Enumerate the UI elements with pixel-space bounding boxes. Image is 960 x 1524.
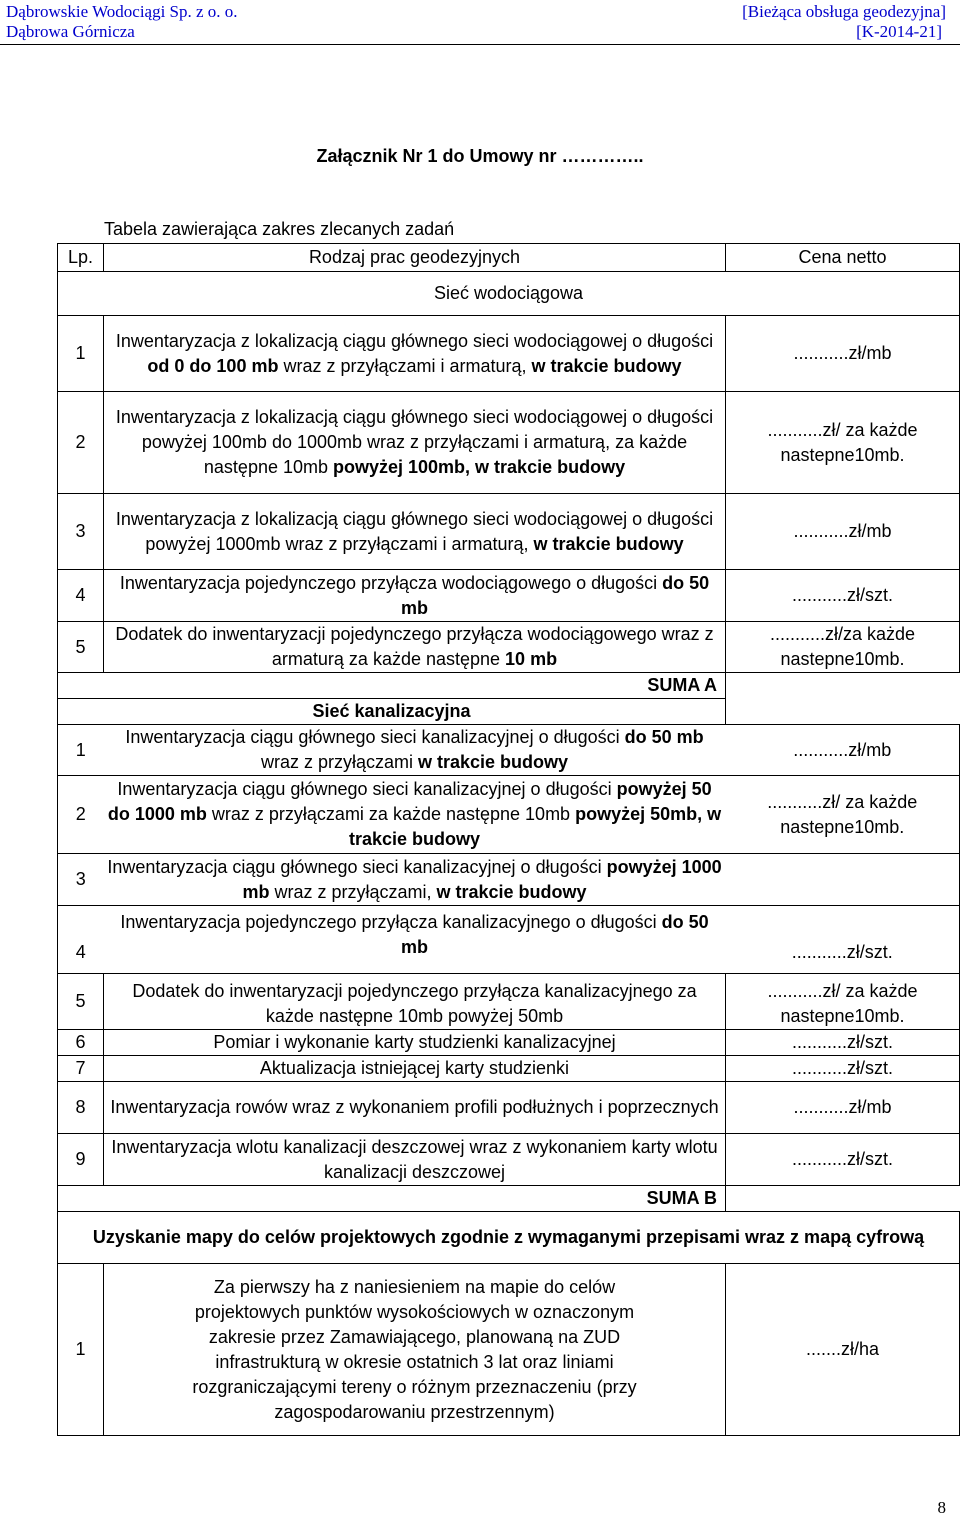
row-price: ...........zł/szt. — [726, 906, 960, 974]
price-line: ...........zł/ za każde — [767, 791, 918, 812]
row-lp: 6 — [58, 1030, 104, 1056]
table-row — [58, 1030, 960, 1056]
desc-text: Inwentaryzacja pojedynczego przyłącza kanalizacyjnego o długości — [120, 912, 662, 932]
row-lp: 8 — [58, 1082, 104, 1134]
desc-bold: powyżej 100mb, w trakcie budowy — [333, 457, 626, 477]
row-lp: 5 — [58, 974, 104, 1030]
sum-row — [58, 673, 960, 699]
row-desc — [104, 725, 726, 776]
section-row — [58, 699, 960, 725]
page-number: 8 — [937, 1498, 946, 1517]
price-line: nastepne10mb. — [780, 444, 905, 465]
section-c-title: Uzyskanie mapy do celów projektowych zgodnie z wymaganymi przepisami wraz z mapą cyfrową — [58, 1212, 960, 1264]
row-price: ...........zł/szt. — [726, 1134, 960, 1186]
price-line: nastepne10mb. — [780, 816, 905, 837]
table-row — [58, 776, 960, 854]
row-desc — [104, 570, 726, 622]
row-desc: Dodatek do inwentaryzacji pojedynczego przyłącza kanalizacyjnego za każde następne 10mb powyżej 50mb — [104, 974, 726, 1030]
section-row — [58, 1212, 960, 1264]
desc-bold: do 50 mb — [401, 572, 710, 618]
section-a-title: Sieć wodociągowa — [58, 272, 960, 316]
col-price-header: Cena netto — [726, 244, 960, 272]
row-price: ...........zł/mb — [726, 725, 960, 776]
table-row — [58, 854, 960, 906]
row-lp: 3 — [58, 494, 104, 570]
row-price: .......zł/ha — [726, 1264, 960, 1436]
empty-cell — [726, 699, 960, 725]
desc-bold: powyżej 50 do 1000 mb — [107, 779, 712, 824]
table-row — [58, 392, 960, 494]
table-row — [58, 570, 960, 622]
company-city: Dąbrowa Górnicza — [6, 22, 135, 41]
row-desc — [104, 776, 726, 854]
row-desc — [104, 494, 726, 570]
desc-bold: 10 mb — [505, 649, 558, 669]
row-desc — [104, 316, 726, 392]
table-header-row — [58, 244, 960, 272]
row-lp: 5 — [58, 622, 104, 673]
row-desc — [104, 854, 726, 906]
desc-text: wraz z przyłączami, — [269, 881, 437, 902]
tasks-table — [57, 243, 960, 1436]
table-row — [58, 1082, 960, 1134]
desc-text: Inwentaryzacja ciągu głównego sieci kanalizacyjnej o długości — [107, 856, 607, 877]
empty-cell — [726, 673, 960, 699]
table-row — [58, 622, 960, 673]
row-lp: 2 — [58, 776, 104, 854]
sum-a-label: SUMA A — [58, 673, 726, 699]
desc-bold: powyżej 1000 mb — [242, 856, 722, 902]
desc-bold: w trakcie budowy — [417, 752, 569, 772]
row-lp: 1 — [58, 316, 104, 392]
desc-bold: w trakcie budowy — [436, 881, 587, 902]
desc-bold: powyżej 50mb, w trakcie budowy — [348, 804, 722, 849]
desc-bold: w trakcie budowy — [531, 355, 682, 376]
desc-bold: w trakcie budowy — [533, 533, 684, 554]
price-line: nastepne10mb. — [780, 1006, 905, 1026]
company-name: Dąbrowskie Wodociągi Sp. z o. o. — [6, 2, 238, 21]
col-lp-header: Lp. — [58, 244, 104, 272]
header-divider — [0, 44, 960, 45]
desc-text: wraz z przyłączami za każde następne 10mb — [206, 804, 576, 824]
desc-text: Inwentaryzacja ciągu głównego sieci kanalizacyjnej o długości — [125, 727, 625, 747]
row-price: ...........zł/mb — [726, 316, 960, 392]
row-lp: 2 — [58, 392, 104, 494]
page-header — [0, 0, 960, 44]
row-price — [726, 974, 960, 1030]
row-lp: 1 — [58, 1264, 104, 1436]
row-lp: 4 — [58, 906, 104, 974]
row-desc: Inwentaryzacja rowów wraz z wykonaniem profili podłużnych i poprzecznych — [104, 1082, 726, 1134]
table-row — [58, 906, 960, 974]
row-price — [726, 622, 960, 673]
row-desc — [104, 906, 726, 974]
table-row — [58, 316, 960, 392]
row-price: ...........zł/szt. — [726, 570, 960, 622]
price-line: ...........zł/ za każde — [767, 981, 918, 1001]
attachment-title: Załącznik Nr 1 do Umowy nr ………….. — [316, 146, 644, 166]
table-row — [58, 725, 960, 776]
row-desc: Aktualizacja istniejącej karty studzienki — [104, 1056, 726, 1082]
table-row — [58, 1134, 960, 1186]
section-row — [58, 272, 960, 316]
row-price — [726, 854, 960, 906]
desc-text: Inwentaryzacja z lokalizacją ciągu głównego sieci wodociągowej o długości — [115, 330, 714, 351]
desc-text: wraz z przyłączami i armaturą, — [278, 355, 532, 376]
row-lp: 7 — [58, 1056, 104, 1082]
desc-text: Inwentaryzacja z lokalizacją ciągu głównego sieci wodociągowej o długości powyżej 100mb do 1000mb wraz z przyłączami i armaturą, za każde następne 10mb — [115, 407, 714, 477]
row-desc: Inwentaryzacja wlotu kanalizacji deszczowej wraz z wykonaniem karty wlotu kanalizacji deszczowej — [104, 1134, 726, 1186]
price-line: nastepne10mb. — [780, 649, 905, 669]
document-title: [Bieżąca obsługa geodezyjna] — [742, 2, 946, 21]
row-desc: Pomiar i wykonanie karty studzienki kanalizacyjnej — [104, 1030, 726, 1056]
price-line: ...........zł/ za każde — [767, 419, 918, 440]
desc-bold: do 50 mb — [624, 727, 704, 747]
desc-bold: do 50 mb — [401, 912, 709, 957]
desc-text: Dodatek do inwentaryzacji pojedynczego przyłącza wodociągowego wraz z armaturą za każde następne — [115, 624, 714, 669]
empty-cell — [726, 1186, 960, 1212]
row-lp: 3 — [58, 854, 104, 906]
row-price: ...........zł/mb — [726, 1082, 960, 1134]
row-desc: Za pierwszy ha z naniesieniem na mapie do celów projektowych punktów wysokościowych w oznaczonym zakresie przez Zamawiającego, planowaną na ZUD infrastrukturą w okresie ostatnich 3 lat oraz liniami rozgraniczającymi tereny o różnym przeznaczeniu (przy zagospodarowaniu przestrzennym) — [104, 1264, 726, 1436]
desc-text: Inwentaryzacja pojedynczego przyłącza wodociągowego o długości — [119, 572, 663, 593]
row-lp: 9 — [58, 1134, 104, 1186]
col-desc-header: Rodzaj prac geodezyjnych — [104, 244, 726, 272]
sum-row — [58, 1186, 960, 1212]
table-row — [58, 1264, 960, 1436]
row-price: ...........zł/szt. — [726, 1056, 960, 1082]
row-price: ...........zł/szt. — [726, 1030, 960, 1056]
document-code: [K-2014-21] — [856, 22, 942, 41]
desc-text: Inwentaryzacja ciągu głównego sieci kanalizacyjnej o długości — [117, 779, 617, 799]
row-price: ...........zł/mb — [726, 494, 960, 570]
row-price — [726, 392, 960, 494]
sum-b-label: SUMA B — [58, 1186, 726, 1212]
row-lp: 1 — [58, 725, 104, 776]
desc-text: Inwentaryzacja z lokalizacją ciągu głównego sieci wodociągowej o długości powyżej 1000mb wraz z przyłączami i armaturą, — [115, 508, 714, 554]
desc-text: wraz z przyłączami — [260, 752, 418, 772]
section-b-title: Sieć kanalizacyjna — [58, 699, 726, 725]
price-line: ...........zł/za każde — [769, 624, 916, 644]
row-desc — [104, 392, 726, 494]
table-row — [58, 494, 960, 570]
row-lp: 4 — [58, 570, 104, 622]
table-row — [58, 974, 960, 1030]
table-caption: Tabela zawierająca zakres zlecanych zadań — [104, 219, 455, 239]
row-desc — [104, 622, 726, 673]
row-price — [726, 776, 960, 854]
desc-bold: od 0 do 100 mb — [147, 355, 279, 376]
table-row — [58, 1056, 960, 1082]
